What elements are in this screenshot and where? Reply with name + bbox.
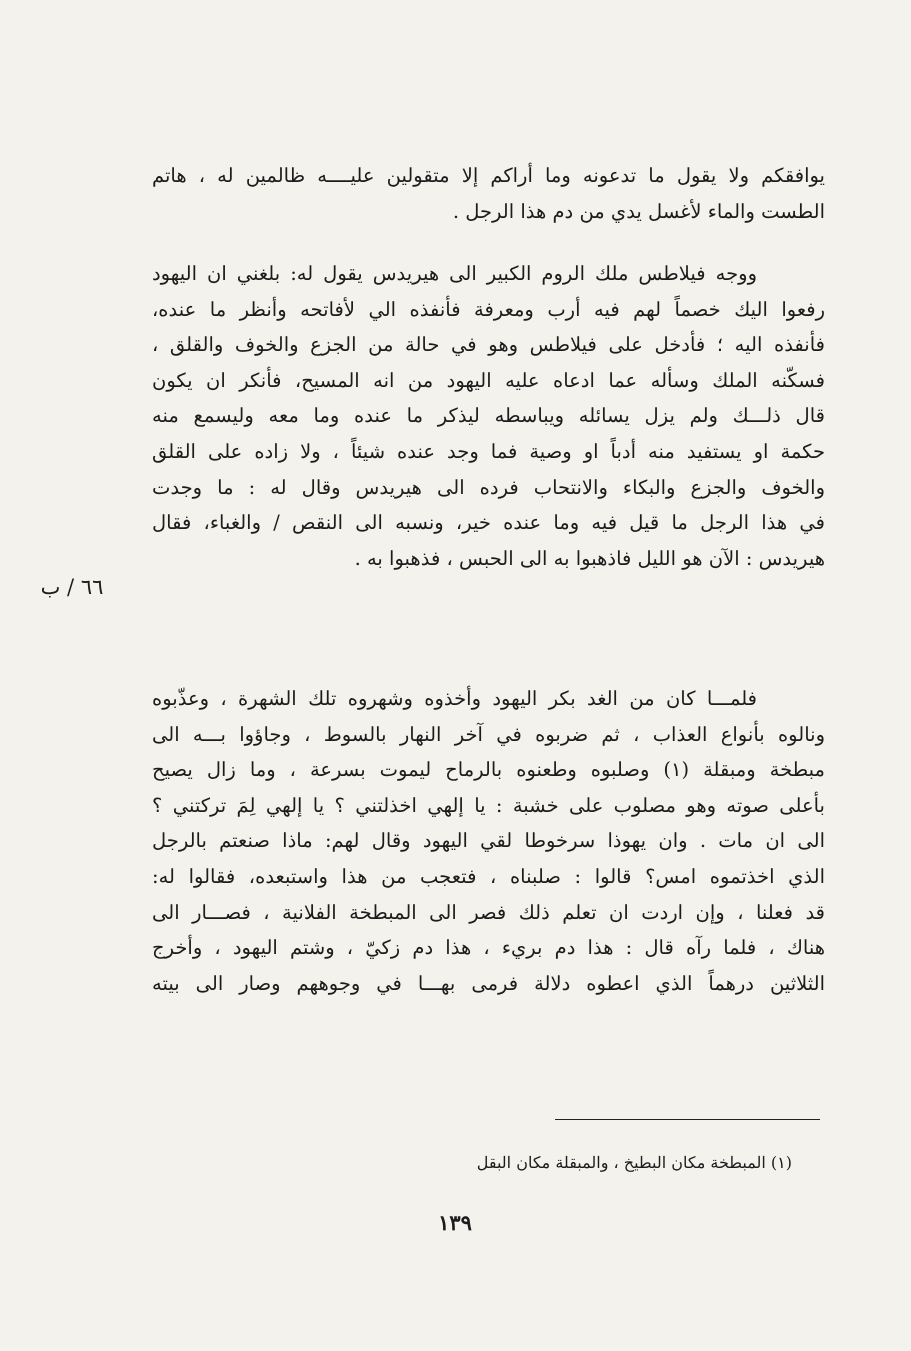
text-line: بأعلى صوته وهو مصلوب على خشبة : يا إلهي اخذلتني ؟ يا إلهي لِمَ تركتني ؟ [152,793,825,817]
text-line: قد فعلنا ، وإن اردت ان تعلم ذلك فصر الى المبطخة الفلانية ، فصـــار الى [152,900,825,924]
text-line: الطست والماء لأغسل يدي من دم هذا الرجل . [452,199,825,223]
text-line: الثلاثين درهماً الذي اعطوه دلالة فرمى بهـــا في وجوههم وصار الى بيته [152,971,825,995]
paragraph-3 [152,681,825,1001]
footnote-divider [555,1119,820,1120]
text-line: فلمـــا كان من الغد بكر اليهود وأخذوه وشهروه تلك الشهرة ، وعذّبوه [152,687,757,710]
text-line: ووجه فيلاطس ملك الروم الكبير الى هيريدس يقول له: بلغني ان اليهود [152,262,757,285]
text-line: ونالوه بأنواع العذاب ، ثم ضربوه في آخر النهار بالسوط ، وجاؤوا بـــه الى [152,722,825,746]
paragraph-1 [152,158,825,229]
text-line: فأنفذه اليه ؛ فأدخل على فيلاطس وهو في حالة من الجزع والخوف والقلق ، [152,333,825,357]
margin-folio-note: ٦٦ / ب [40,575,104,599]
text-line: الى ان مات . وان يهوذا سرخوطا لقي اليهود وقال لهم: ماذا صنعتم بالرجل [152,829,825,853]
page-number: ١٣٩ [438,1210,472,1235]
text-line: والخوف والجزع والبكاء والانتحاب فرده الى هيريدس وقال له : ما وجدت [152,475,825,499]
footnote: (١) المبطخة مكان البطيخ ، والمبقلة مكان البقل [476,1153,792,1172]
text-line: هناك ، فلما رآه قال : هذا دم بريء ، هذا دم زكيّ ، وشتم اليهود ، وأخرج [152,936,825,960]
text-line: حكمة او يستفيد منه أدباً او وصية فما وجد عنده شيئاً ، ولا زاده على القلق [152,439,825,463]
text-line: الذي اخذتموه امس؟ قالوا : صلبناه ، فتعجب من هذا واستبعده، فقالوا له: [152,864,825,888]
text-line: قال ذلـــك ولم يزل يسائله ويباسطه ليذكر ما عنده وما معه وليسمع منه [152,404,825,428]
text-line: رفعوا اليك خصماً لهم فيه أرب ومعرفة فأنفذه الي لأفاتحه وأنظر ما عنده، [152,297,825,321]
text-line: مبطخة ومبقلة (١) وصلبوه وطعنوه بالرماح ليموت بسرعة ، وما زال يصيح [152,758,825,782]
text-line: فسكّنه الملك وسأله عما ادعاه عليه اليهود من انه المسيح، فأنكر ان يكون [152,368,825,392]
text-line: هيريدس : الآن هو الليل فاذهبوا به الى الحبس ، فذهبوا به . [354,546,825,570]
text-line: يوافقكم ولا يقول ما تدعونه وما أراكم إلا متقولين عليــــه ظالمين له ، هاتم [152,164,825,187]
paragraph-2 [152,256,825,576]
text-line: في هذا الرجل ما قيل فيه وما عنده خير، ونسبه الى النقص / والغباء، فقال [152,511,825,535]
